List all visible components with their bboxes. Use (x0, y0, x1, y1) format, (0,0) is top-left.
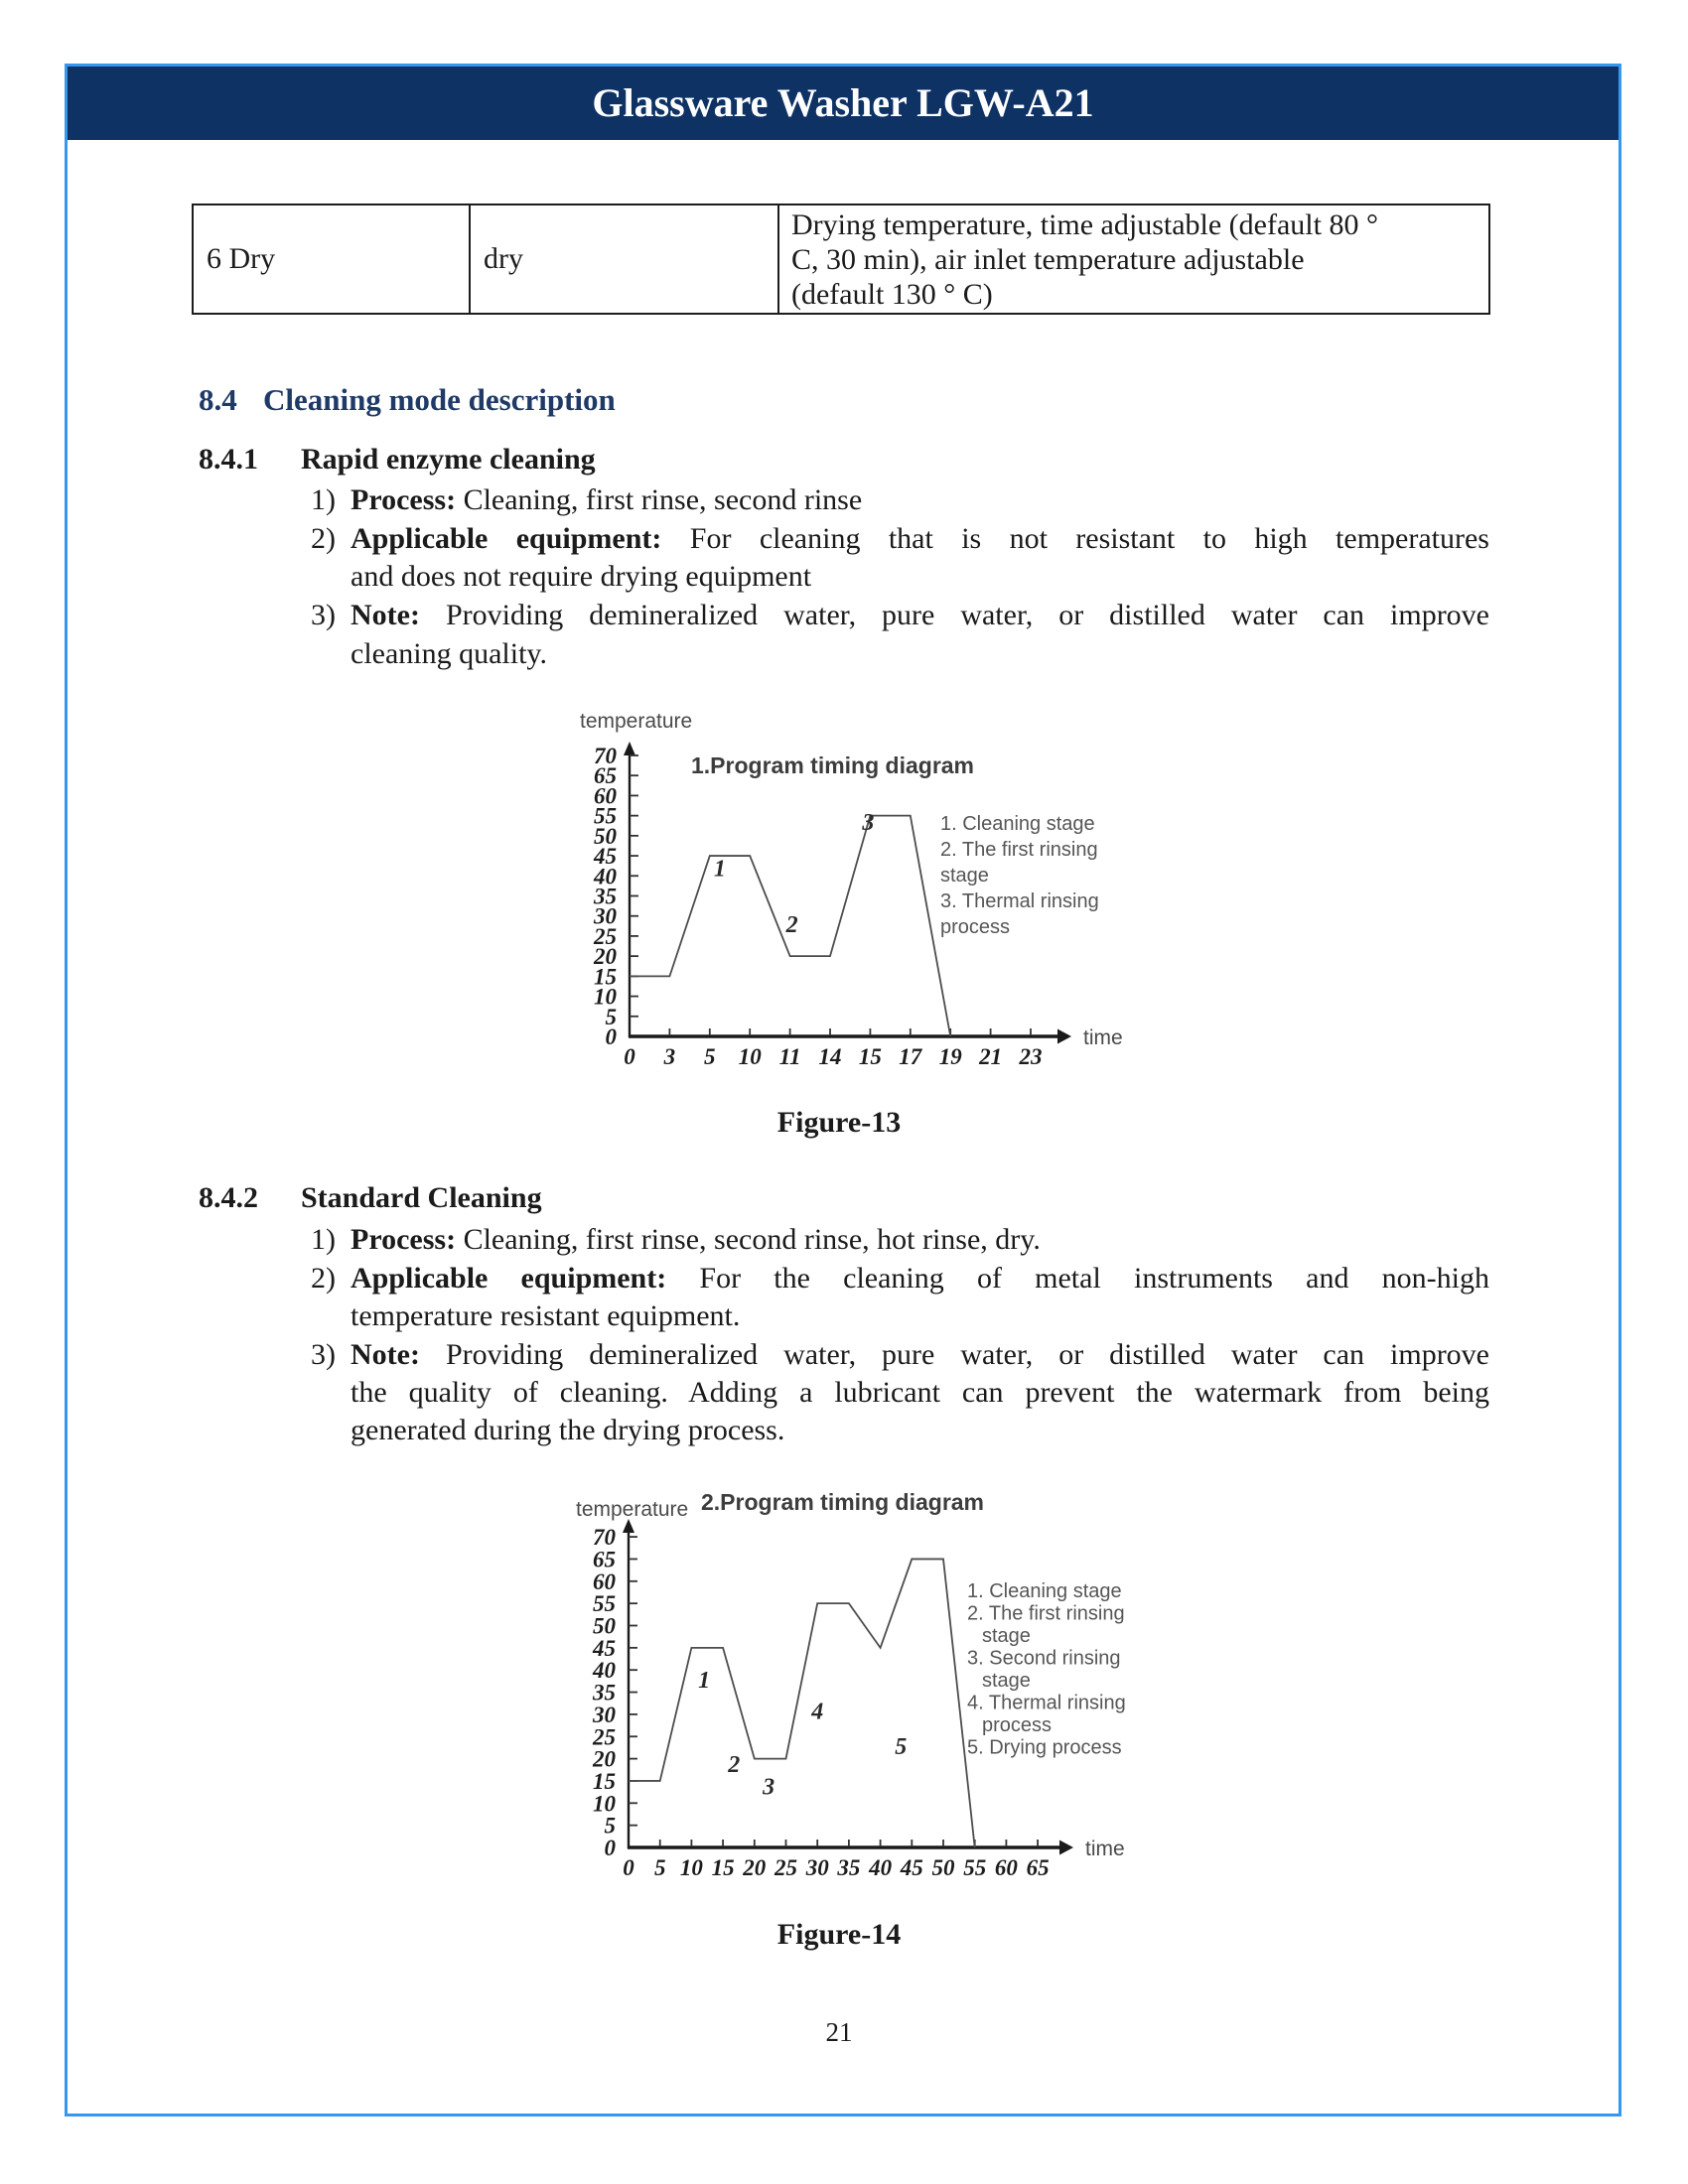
list-item-line (311, 1297, 1489, 1335)
y-tick-label: 45 (593, 1635, 616, 1661)
legend-line: process (982, 1714, 1053, 1736)
y-tick-label: 0 (604, 1836, 616, 1860)
list-item-number: 1) (311, 483, 336, 516)
list-item-text: Process: Cleaning, first rinse, second rinse (351, 483, 863, 516)
page-title: Glassware Washer LGW-A21 (592, 80, 1094, 125)
spec-table (192, 204, 1490, 315)
stage-number-label: 1 (713, 856, 726, 883)
stage-number-label: 5 (895, 1734, 908, 1761)
y-tick-label: 45 (594, 844, 617, 870)
x-tick-label: 30 (805, 1855, 829, 1880)
list-item-line (311, 1259, 1489, 1297)
temperature-profile-line (629, 1559, 975, 1847)
legend-line: stage (982, 1670, 1031, 1692)
y-tick-label: 70 (594, 743, 617, 768)
x-tick-label: 17 (899, 1044, 922, 1069)
step-label: 6 Dry (207, 242, 276, 275)
y-tick-label: 70 (593, 1525, 616, 1551)
section-title: Standard Cleaning (301, 1181, 542, 1214)
y-tick-label: 5 (605, 1004, 617, 1029)
y-tick-label: 20 (594, 944, 617, 970)
x-tick-label: 23 (1019, 1044, 1043, 1069)
x-axis-label: time (1083, 1026, 1123, 1049)
y-tick-label: 15 (594, 964, 617, 990)
list-item-line (311, 1335, 1489, 1374)
legend-line: 1. Cleaning stage (940, 813, 1095, 835)
y-tick-label: 55 (593, 1591, 616, 1617)
list-item-line (311, 596, 1489, 634)
section-heading-8-4 (199, 382, 616, 418)
list-item-text: generated during the drying process. (351, 1414, 785, 1446)
x-tick-label: 0 (624, 1044, 635, 1069)
list-item-text: and does not require drying equipment (351, 560, 812, 593)
y-tick-label: 35 (593, 1680, 616, 1706)
list-item-number: 2) (311, 522, 336, 555)
list-item-line (311, 1220, 1489, 1259)
list-item-line (311, 480, 1489, 519)
y-tick-label: 35 (594, 884, 617, 909)
list-item-line (311, 519, 1489, 558)
list-item-text: Applicable equipment: For the cleaning of metal instruments and non-high (351, 1262, 1490, 1295)
legend-line: stage (982, 1625, 1031, 1647)
section-number: 8.4.1 (199, 443, 258, 476)
legend-line: process (940, 916, 1011, 938)
y-tick-label: 10 (594, 984, 617, 1010)
program-timing-chart-1 (554, 688, 1150, 1085)
y-tick-label: 40 (593, 1658, 616, 1684)
legend-line: 3. Thermal rinsing (940, 890, 1099, 912)
stage-number-label: 3 (763, 1774, 775, 1801)
list-item-number: 1) (311, 1223, 336, 1256)
stage-number-label: 1 (698, 1668, 711, 1695)
x-tick-label: 14 (818, 1044, 842, 1069)
x-axis-arrow-icon (1059, 1841, 1073, 1855)
list-item-text: temperature resistant equipment. (351, 1299, 741, 1332)
legend-line: 2. The first rinsing (967, 1602, 1125, 1625)
x-tick-label: 10 (679, 1855, 703, 1880)
y-tick-label: 60 (594, 783, 617, 809)
list-item-number: 3) (311, 599, 336, 631)
y-tick-label: 55 (594, 803, 617, 829)
x-tick-label: 65 (1026, 1855, 1050, 1880)
section-heading-8-4-2 (199, 1179, 542, 1217)
y-axis-arrow-icon (623, 1519, 634, 1533)
list-item-line (311, 1373, 1489, 1412)
legend-line: 5. Drying process (967, 1736, 1122, 1759)
list-item-text: Note: Providing demineralized water, pure water, or distilled water can improve (351, 599, 1489, 631)
x-tick-label: 15 (711, 1855, 735, 1880)
y-tick-label: 30 (593, 1702, 616, 1727)
y-axis-arrow-icon (624, 742, 635, 755)
x-tick-label: 5 (704, 1044, 716, 1069)
y-axis-label: temperature (580, 710, 693, 733)
stage-number-label: 2 (728, 1752, 741, 1779)
stage-number-label: 4 (811, 1699, 824, 1725)
list-item-line (311, 1411, 1489, 1449)
table-cell-step (194, 205, 469, 313)
legend-line: stage (940, 865, 989, 887)
stage-number-label: 2 (785, 911, 798, 938)
y-tick-label: 10 (593, 1791, 616, 1817)
x-tick-label: 0 (623, 1855, 634, 1880)
list-item-number: 2) (311, 1262, 336, 1295)
section-heading-8-4-1 (199, 441, 596, 478)
y-tick-label: 50 (594, 823, 617, 849)
y-tick-label: 15 (593, 1768, 616, 1794)
y-tick-label: 0 (605, 1024, 617, 1049)
y-tick-label: 40 (594, 864, 617, 889)
x-tick-label: 45 (900, 1855, 923, 1880)
x-tick-label: 3 (663, 1044, 676, 1069)
y-tick-label: 60 (593, 1569, 616, 1594)
y-tick-label: 25 (593, 1724, 616, 1750)
y-tick-label: 65 (594, 763, 617, 789)
legend-line: 2. The first rinsing (940, 839, 1098, 861)
list-item-line (311, 557, 1489, 596)
x-tick-label: 20 (743, 1855, 767, 1880)
y-tick-label: 50 (593, 1613, 616, 1639)
list-item-text: cleaning quality. (351, 637, 547, 670)
y-axis-label: temperature (576, 1498, 689, 1521)
x-tick-label: 10 (738, 1044, 762, 1069)
legend-line: 4. Thermal rinsing (967, 1692, 1126, 1714)
page-number: 21 (825, 2017, 853, 2047)
list-item-text: the quality of cleaning. Adding a lubricant can prevent the watermark from being (351, 1376, 1489, 1409)
section-number: 8.4.2 (199, 1181, 258, 1214)
x-tick-label: 60 (994, 1855, 1018, 1880)
chart-title: 2.Program timing diagram (701, 1489, 985, 1515)
table-cell-mode (469, 205, 777, 313)
y-tick-label: 65 (593, 1547, 616, 1572)
figure-13-caption: Figure-13 (776, 1106, 902, 1139)
x-tick-label: 21 (979, 1044, 1003, 1069)
table-cell-description (777, 205, 1488, 313)
x-tick-label: 55 (963, 1855, 987, 1880)
description-line: Drying temperature, time adjustable (default 80 ° (791, 208, 1378, 241)
y-tick-label: 30 (594, 903, 617, 929)
y-tick-label: 20 (593, 1746, 616, 1772)
x-tick-label: 35 (837, 1855, 861, 1880)
legend-line: 1. Cleaning stage (967, 1580, 1122, 1602)
x-axis-label: time (1085, 1838, 1125, 1860)
description-line: (default 130 ° C) (791, 278, 993, 311)
legend-line: 3. Second rinsing (967, 1647, 1121, 1670)
section-number: 8.4 (199, 382, 237, 417)
document-page (65, 64, 1621, 2116)
header-bar (68, 67, 1618, 140)
section-title: Rapid enzyme cleaning (301, 443, 596, 476)
stage-number-label: 3 (862, 809, 875, 836)
chart-title: 1.Program timing diagram (691, 752, 975, 778)
x-tick-label: 15 (858, 1044, 882, 1069)
x-tick-label: 40 (869, 1855, 893, 1880)
x-tick-label: 5 (653, 1855, 666, 1880)
x-axis-arrow-icon (1057, 1029, 1071, 1044)
x-tick-label: 11 (778, 1044, 801, 1069)
list-item-text: Note: Providing demineralized water, pure water, or distilled water can improve (351, 1338, 1489, 1371)
y-tick-label: 5 (604, 1813, 616, 1839)
description-line: C, 30 min), air inlet temperature adjustable (791, 243, 1305, 276)
mode-label: dry (484, 242, 523, 275)
list-item-number: 3) (311, 1338, 336, 1371)
x-tick-label: 25 (774, 1855, 797, 1880)
list-item-text: Applicable equipment: For cleaning that is not resistant to high temperatures (351, 522, 1489, 555)
figure-14-caption: Figure-14 (776, 1918, 902, 1951)
x-tick-label: 19 (938, 1044, 962, 1069)
y-tick-label: 25 (594, 923, 617, 949)
list-item-line (311, 634, 1489, 673)
section-title: Cleaning mode description (263, 382, 616, 417)
x-tick-label: 50 (931, 1855, 955, 1880)
list-item-text: Process: Cleaning, first rinse, second rinse, hot rinse, dry. (351, 1223, 1041, 1256)
program-timing-chart-2 (554, 1447, 1209, 1894)
